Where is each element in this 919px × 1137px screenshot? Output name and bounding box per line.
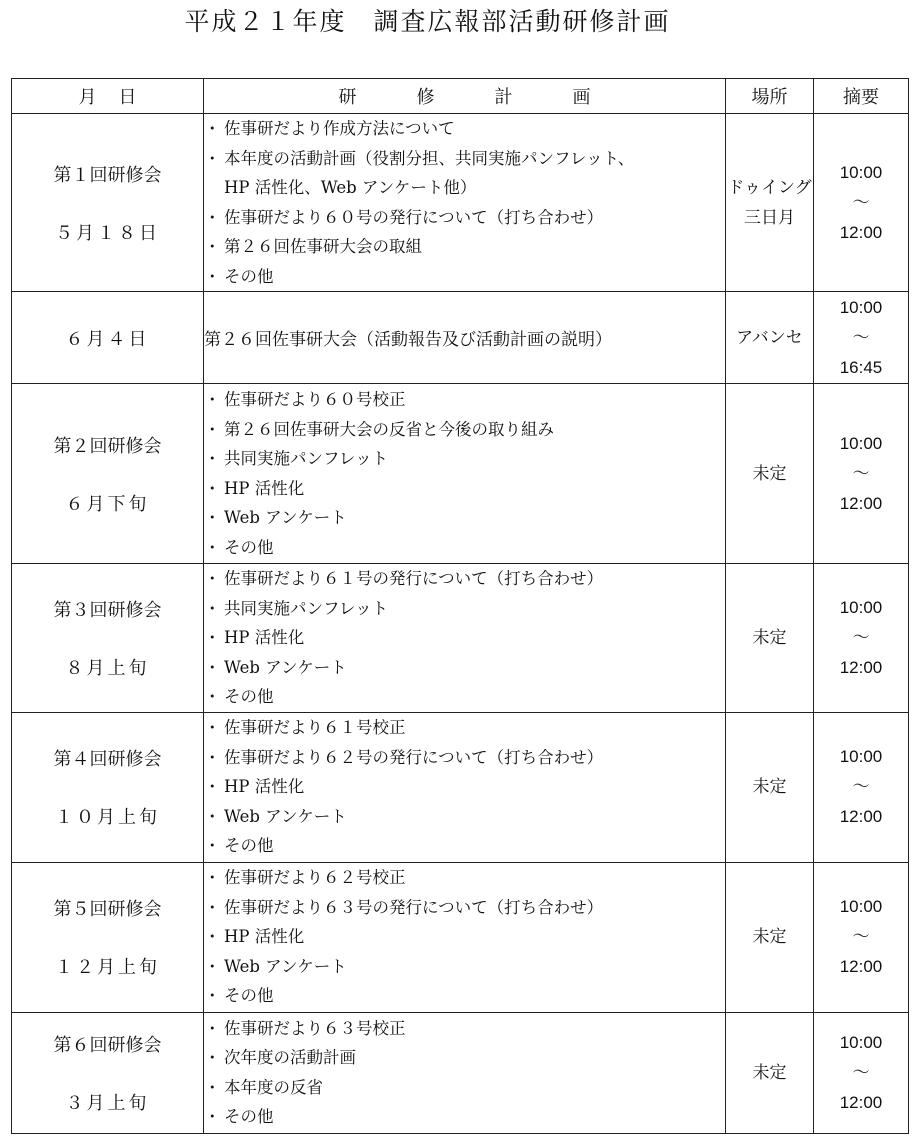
date-label: ６月４日 xyxy=(65,328,150,350)
list-item: ・ その他 xyxy=(204,266,274,286)
table-row xyxy=(12,292,909,384)
list-item: ・ 共同実施パンフレット xyxy=(204,598,389,618)
list-item: ・ Web アンケート xyxy=(204,508,347,527)
list-item: ・ その他 xyxy=(204,836,274,856)
session-label: 第６回研修会 xyxy=(53,1034,162,1056)
time-end: 12:00 xyxy=(839,657,883,677)
session-label: 第２回研修会 xyxy=(53,435,162,457)
place-cell: 未定 xyxy=(726,712,814,862)
time-end: 12:00 xyxy=(839,222,883,242)
list-item: ・ 第２６回佐事研大会の取組 xyxy=(204,237,422,256)
table-row xyxy=(12,564,909,713)
time-cell xyxy=(814,292,909,384)
date-cell xyxy=(12,862,204,1012)
list-item: ・ 佐事研だより６２号校正 xyxy=(204,868,406,888)
session-label: 第３回研修会 xyxy=(53,599,162,621)
place-cell: 未定 xyxy=(726,862,814,1012)
plan-cell xyxy=(204,862,726,1012)
time-tilde: ～ xyxy=(852,1062,870,1083)
date-cell xyxy=(12,384,204,564)
list-item: ・ Web アンケート xyxy=(204,956,347,976)
time-cell xyxy=(814,712,909,862)
date-label: ５月１８日 xyxy=(55,222,160,244)
date-cell xyxy=(12,712,204,862)
date-cell xyxy=(12,564,204,713)
date-label: １２月上旬 xyxy=(55,957,160,978)
header-date: 月日 xyxy=(12,79,204,114)
training-plan-table xyxy=(11,78,909,1134)
list-item: ・ その他 xyxy=(204,986,274,1006)
plan-cell xyxy=(204,114,726,292)
time-tilde: ～ xyxy=(852,627,870,648)
list-item: ・ その他 xyxy=(204,537,274,557)
date-label: ３月上旬 xyxy=(65,1092,150,1114)
header-plan: 研修計画 xyxy=(204,79,726,114)
time-end: 12:00 xyxy=(839,957,883,976)
list-item: ・ 第２６回佐事研大会の反省と今後の取り組み xyxy=(204,419,554,439)
table-row xyxy=(12,384,909,564)
list-item: ・ HP 活性化 xyxy=(204,478,305,498)
list-item: ・ 佐事研だより６３号校正 xyxy=(204,1018,406,1038)
time-start: 10:00 xyxy=(839,1032,883,1052)
time-end: 12:00 xyxy=(839,1092,883,1112)
place-cell: 未定 xyxy=(726,564,814,713)
place-cell: アバンセ xyxy=(726,292,814,384)
time-tilde: ～ xyxy=(852,777,870,797)
time-tilde: ～ xyxy=(852,192,870,213)
table-header-row xyxy=(12,79,909,114)
table-row xyxy=(12,862,909,1012)
time-start: 10:00 xyxy=(839,747,883,766)
header-summary: 摘要 xyxy=(814,79,909,114)
table-row xyxy=(12,1012,909,1133)
list-item: ・ 佐事研だより６３号の発行について（打ち合わせ） xyxy=(204,897,604,917)
time-start: 10:00 xyxy=(839,297,883,317)
list-item: ・ 佐事研だより６１号校正 xyxy=(204,718,406,738)
plan-cell: 第２６回佐事研大会（活動報告及び活動計画の説明） xyxy=(204,292,726,384)
plan-cell xyxy=(204,712,726,862)
table-row xyxy=(12,114,909,292)
time-end: 16:45 xyxy=(839,357,883,377)
time-start: 10:00 xyxy=(839,897,883,916)
list-item: HP 活性化、Web アンケート他） xyxy=(224,178,477,197)
session-label: 第５回研修会 xyxy=(53,899,162,920)
page-title: 平成２１年度 調査広報部活動研修計画 xyxy=(184,7,671,36)
place-cell: 未定 xyxy=(726,1012,814,1133)
plan-cell xyxy=(204,564,726,713)
list-item: ・ 佐事研だより６１号の発行について（打ち合わせ） xyxy=(204,569,604,588)
list-item: ・ Web アンケート xyxy=(204,806,347,826)
date-cell xyxy=(12,114,204,292)
plan-cell xyxy=(204,1012,726,1133)
list-item: ・ Web アンケート xyxy=(204,657,347,677)
time-cell xyxy=(814,384,909,564)
list-item: ・ 佐事研だより６２号の発行について（打ち合わせ） xyxy=(204,747,604,767)
list-item: ・ 本年度の反省 xyxy=(204,1077,323,1097)
list-item: ・ HP 活性化 xyxy=(204,777,305,797)
list-item: ・ 佐事研だより６０号の発行について（打ち合わせ） xyxy=(204,207,604,227)
list-item: ・ HP 活性化 xyxy=(204,628,305,647)
date-cell xyxy=(12,1012,204,1133)
list-item: ・ 次年度の活動計画 xyxy=(204,1048,356,1067)
header-place: 場所 xyxy=(726,79,814,114)
place-cell: 未定 xyxy=(726,384,814,564)
time-cell xyxy=(814,564,909,713)
time-cell xyxy=(814,862,909,1012)
list-item: ・ 佐事研だより６０号校正 xyxy=(204,390,406,409)
time-cell xyxy=(814,1012,909,1133)
list-item: ・ 本年度の活動計画（役割分担、共同実施パンフレット、 xyxy=(204,148,635,168)
list-item: ・ その他 xyxy=(204,1107,274,1126)
table-row xyxy=(12,712,909,862)
time-end: 12:00 xyxy=(839,807,883,826)
date-label: ６月下旬 xyxy=(65,493,150,515)
list-item: ・ 共同実施パンフレット xyxy=(204,449,389,468)
place-cell: ドゥイング三日月 xyxy=(726,114,814,292)
time-start: 10:00 xyxy=(839,433,883,453)
time-start: 10:00 xyxy=(839,597,883,617)
plan-cell xyxy=(204,384,726,564)
list-item: ・ HP 活性化 xyxy=(204,927,305,947)
list-item: ・ その他 xyxy=(204,687,274,706)
date-label: １０月上旬 xyxy=(55,807,160,828)
date-cell xyxy=(12,292,204,384)
time-cell xyxy=(814,114,909,292)
time-tilde: ～ xyxy=(852,927,870,947)
session-label: 第１回研修会 xyxy=(53,164,162,186)
time-tilde: ～ xyxy=(852,327,870,348)
date-label: ８月上旬 xyxy=(65,657,150,679)
session-label: 第４回研修会 xyxy=(53,749,162,770)
time-start: 10:00 xyxy=(839,162,883,182)
time-tilde: ～ xyxy=(852,463,870,484)
time-end: 12:00 xyxy=(839,493,883,513)
list-item: ・ 佐事研だより作成方法について xyxy=(204,119,455,138)
